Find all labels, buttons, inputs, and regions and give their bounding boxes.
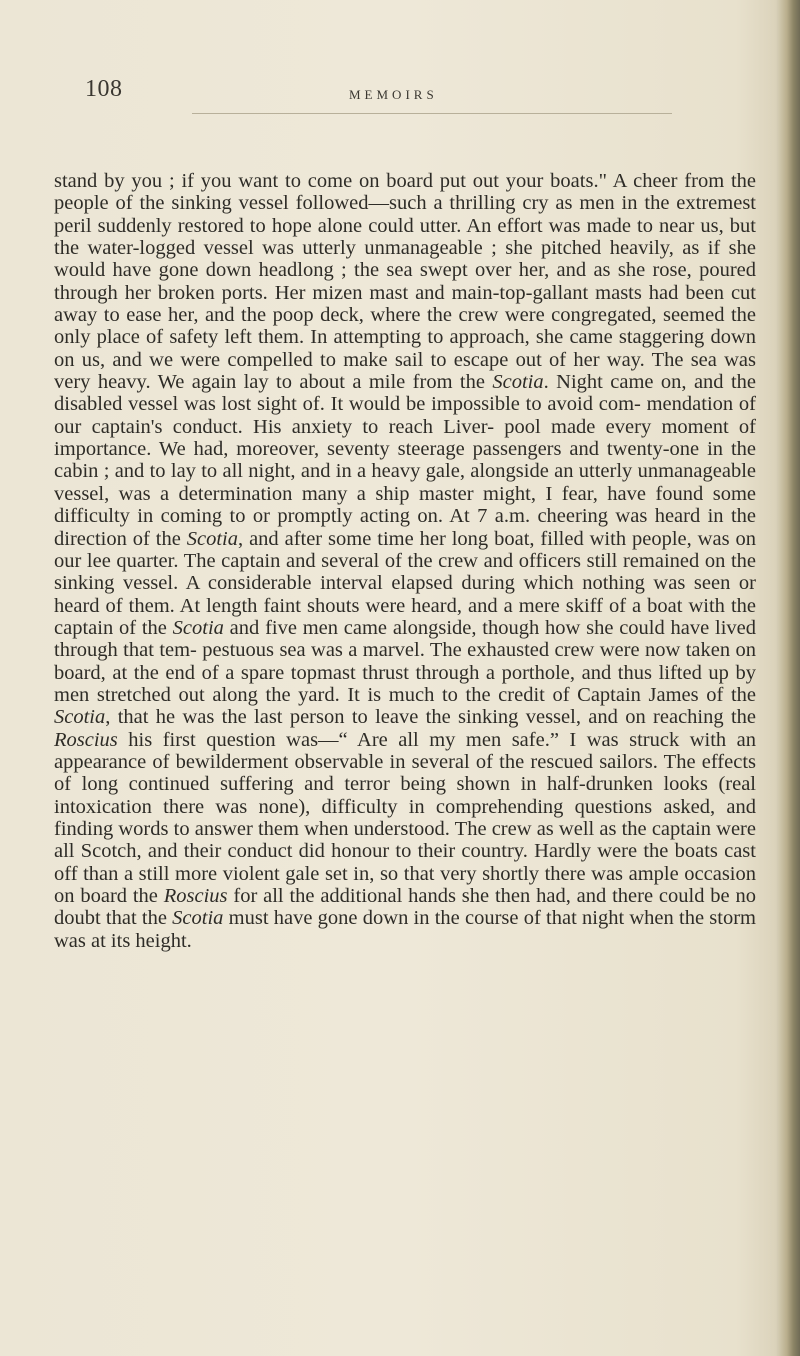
page-number: 108 — [85, 76, 123, 102]
text-segment: for all the additional hands she then had, and there could be no doubt that the — [54, 885, 756, 930]
ship-name: Scotia — [172, 616, 224, 639]
ship-name: Scotia — [54, 706, 106, 729]
body-paragraph — [54, 170, 756, 952]
ship-name: Roscius — [54, 728, 118, 751]
header-rule — [192, 113, 672, 114]
ship-name: Scotia — [172, 907, 224, 930]
text-segment: must have gone down in the course of that night when the storm was at its height. — [54, 907, 756, 952]
ship-name: Scotia — [492, 371, 544, 394]
text-segment: his first question was—“ Are all my men safe.” I was struck with an appearance of bewilderment observable in several of the rescued sailors. The effects of long continued suffering and terror being shown in half-drunken looks (real intoxication there was none), difficulty in comprehending questions asked, and finding words to answer them when understood. The crew as well as the captain were all Scotch, and their conduct did honour to their country. Hardly were the boats cast off than a still more violent gale set in, so that very shortly there was ample occasion on board the — [54, 728, 756, 907]
running-head: MEMOIRS — [349, 87, 438, 102]
ship-name: Roscius — [163, 885, 228, 907]
text-segment: stand by you ; if you want to come on board put out your boats." A cheer from the people of the sinking vessel followed—such a thrilling cry as men in the extremest peril suddenly restored to hope alone could utter. An effort was made to near us, but the water-logged vessel was utterly unmanageable ; she pitched heavily, as if she would have gone down headlong ; the sea swept over her, and as she rose, poured through her broken ports. Her mizen mast and main-top-gallant masts had been cut away to ease her, and the poop deck, where the crew were congregated, seemed the only place of safety left them. In attempting to approach, she came staggering down on us, and we were compelled to make sail to escape out of her way. The sea was very heavy. We again lay to about a mile from the — [54, 170, 756, 394]
text-segment: , that he was the last person to leave the sinking vessel, and on reaching the — [105, 706, 756, 729]
page-edge — [778, 0, 800, 1356]
text-segment: . Night came on, and the disabled vessel was lost sight of. It would be impossible to avoid com- mendation of our captain's conduct. His anxiety to reach Liver- pool made every moment of importance. We had, moreover, seventy steerage passengers and twenty-one in the cabin ; and to lay to all night, and in a heavy gale, alongside an utterly unmanageable vessel, was a determination many a ship master might, I fear, have found some difficulty in coming to or promptly acting on. At 7 a.m. cheering was heard in the direction of the — [54, 371, 756, 550]
text-segment: , and after some time her long boat, filled with people, was on our lee quarter. The captain and several of the crew and officers still remained on the sinking vessel. A considerable interval elapsed during which nothing was seen or heard of them. At length faint shouts were heard, and a mere skiff of a boat with the captain of the — [54, 527, 756, 639]
ship-name: Scotia — [186, 527, 239, 550]
text-segment: and five men came alongside, though how she could have lived through that tem- pestuous sea was a marvel. The exhausted crew were now taken on board, at the end of a spare topmast thrust through a porthole, and thus lifted up by men stretched out along the yard. It is much to the credit of Captain James of the — [54, 616, 756, 706]
